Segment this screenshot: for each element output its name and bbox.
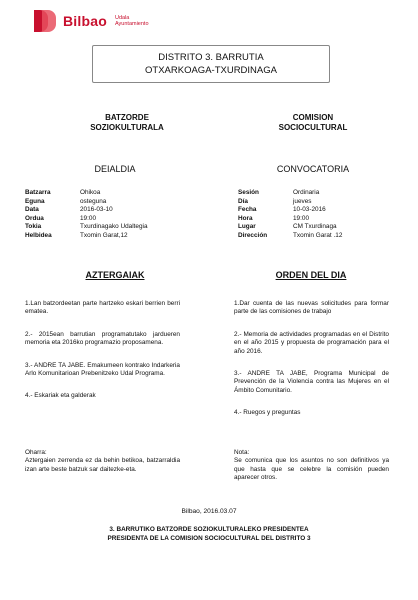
left-heading: BATZORDE SOZIOKULTURALA (90, 113, 164, 132)
info-label: Eguna (25, 197, 45, 205)
left-note-label: Oharra: (25, 449, 47, 456)
agenda-item: 3.- ANDRE TA JABE. Emakumeen kontrako Indarkeria Arlo Komunitarioan Prebenitzeko Udal Programa. (25, 361, 180, 378)
info-label: Ordua (25, 214, 44, 222)
info-value: Ordinaria (293, 189, 320, 196)
info-label: Lugar (238, 223, 256, 231)
info-value: Txomin Garat .12 (293, 231, 343, 239)
bilbao-logo (34, 8, 149, 34)
info-row (238, 198, 342, 207)
agenda-item: 4.- Eskariak eta galderak (25, 392, 96, 400)
info-row (238, 189, 342, 198)
right-subtitle: CONVOCATORIA (276, 164, 350, 174)
info-row (238, 223, 342, 232)
info-label: Batzarra (25, 189, 51, 196)
left-section-title: AZTERGAIAK (85, 270, 145, 280)
info-row (25, 198, 148, 207)
info-label: Hora (238, 214, 253, 222)
info-value: CM Txurdinaga (293, 223, 337, 231)
left-note-text: Aztergaien zerrenda ez da behin betikoa, batzarraldia izan arte beste batzuk sar daitezke-eta. (25, 457, 180, 473)
info-row (25, 232, 148, 241)
agenda-item: 2.- 2015ean barrutian programatutako jardueren memoria eta 2016ko programazio proposamena. (25, 330, 180, 347)
logo-text: Bilbao (63, 13, 107, 29)
title-line-2: OTXARKOAGA-TXURDINAGA (145, 65, 277, 76)
info-label: Dirección (238, 231, 268, 239)
info-value: 19:00 (293, 214, 309, 222)
left-info-table (25, 189, 148, 241)
info-label: Tokia (25, 223, 42, 231)
info-value: Txomin Garat,12 (80, 231, 128, 239)
info-label: Helbidea (25, 231, 52, 239)
info-label: Día (238, 197, 248, 205)
footer-date: Bilbao, 2016.03.07 (181, 508, 237, 515)
right-section-title: ORDEN DEL DIA (275, 270, 347, 280)
logo-subtext: Udala Ayuntamiento (114, 14, 149, 27)
title-line-1: DISTRITO 3. BARRUTIA (158, 52, 264, 63)
agenda-item: 1.Dar cuenta de las nuevas solicitudes para formar parte de las comisiones de trabajo (234, 300, 389, 316)
info-label: Fecha (238, 206, 257, 214)
info-row (238, 215, 342, 224)
info-value: jueves (293, 197, 312, 205)
right-heading: COMISION SOCIOCULTURAL (278, 113, 348, 132)
info-value: 10-03-2016 (293, 206, 326, 214)
left-note (25, 449, 180, 474)
footer-signature: 3. BARRUTIKO BATZORDE SOZIOKULTURALEKO PRESIDENTEA PRESIDENTA DE LA COMISION SOCIOCULTURAL DEL DISTRITO 3 (107, 526, 311, 542)
info-row (238, 232, 342, 241)
left-items-list (25, 300, 180, 415)
info-row (25, 206, 148, 215)
left-subtitle: DEIALDIA (94, 164, 136, 174)
info-value: 19:00 (80, 214, 96, 222)
info-row (238, 206, 342, 215)
right-items-list (234, 300, 389, 432)
right-info-table (238, 189, 342, 241)
info-value: Ohikoa (80, 189, 101, 196)
agenda-item: 4.- Ruegos y preguntas (234, 409, 301, 417)
agenda-item: 2.- Memoria de actividades programadas en el Distrito en el año 2015 y propuesta de programación para el año 2016. (234, 330, 389, 355)
info-label: Sesión (238, 189, 259, 196)
info-value: osteguna (80, 197, 107, 205)
info-row (25, 215, 148, 224)
info-row (25, 189, 148, 198)
info-value: 2016-03-10 (80, 206, 113, 214)
right-note-label: Nota: (234, 449, 250, 456)
info-value: Txurdinagako Udaltegia (80, 223, 148, 231)
right-note (234, 449, 389, 483)
bilbao-logo-mark-icon (34, 8, 60, 34)
agenda-item: 1.Lan batzordeetan parte hartzeko eskari berrien berri ematea. (25, 300, 180, 316)
info-row (25, 223, 148, 232)
right-note-text: Se comunica que los asuntos no son definitivos ya que hasta que se celebre la comisión pueden aparecer otros. (234, 457, 389, 482)
agenda-item: 3.- ANDRE TA JABE, Programa Municipal de Prevención de la Violencia contra las Mujeres en el Ámbito Comunitario. (234, 370, 389, 394)
info-label: Data (25, 206, 39, 214)
document-title-box (92, 45, 330, 83)
